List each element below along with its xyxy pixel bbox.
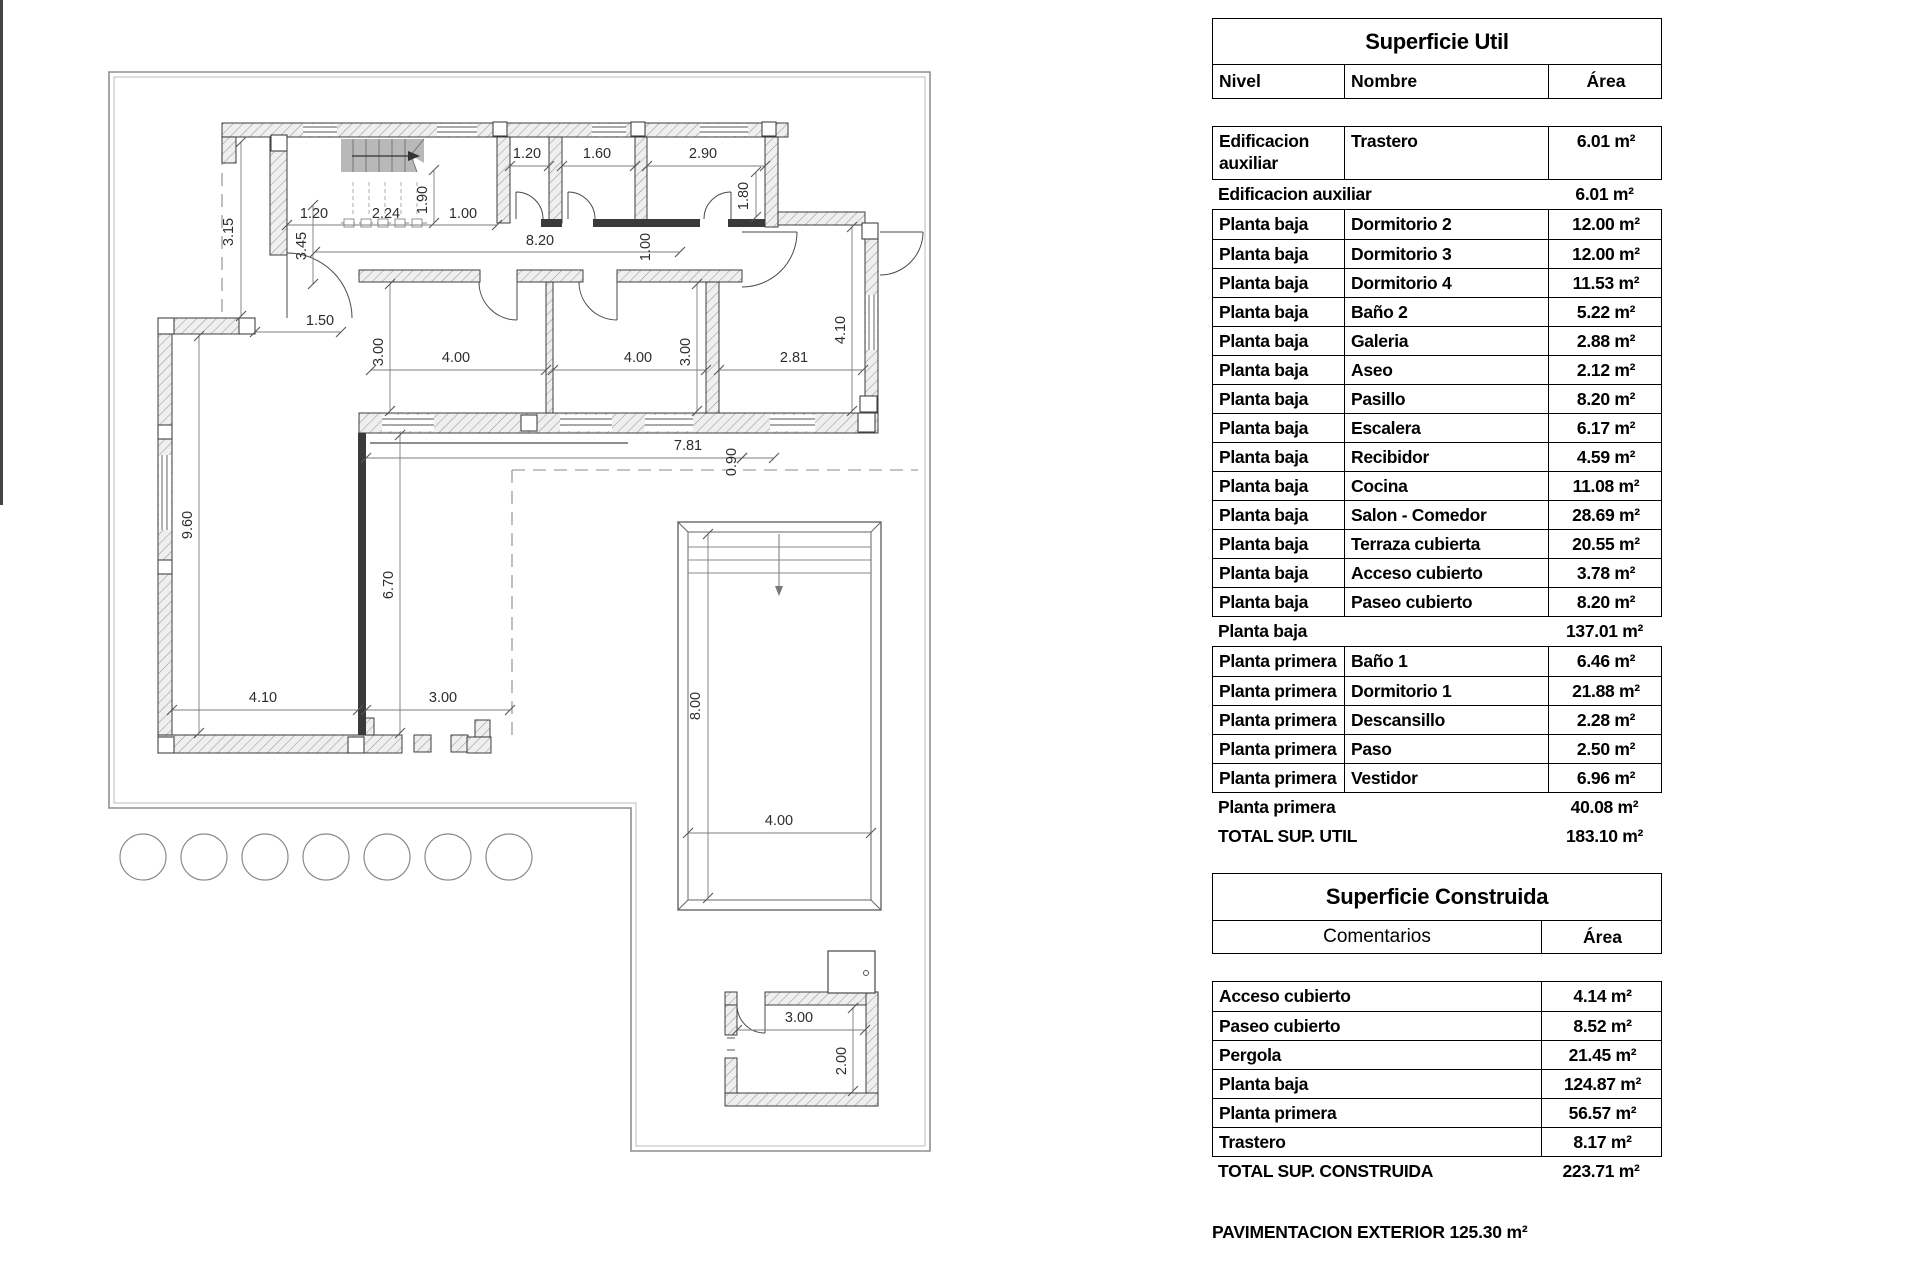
cell-nivel: Planta baja (1219, 417, 1309, 438)
cell-area: 124.87 m² (1541, 1070, 1663, 1098)
cell-area: 4.59 m² (1548, 443, 1663, 471)
cell-area: 2.28 m² (1548, 706, 1663, 734)
cell-nivel: Planta baja (1219, 359, 1309, 380)
table-section (1212, 126, 1662, 180)
cell-nombre: Dormitorio 4 (1344, 269, 1548, 297)
cell-nivel: Planta primera (1219, 767, 1337, 788)
cell-area: 3.78 m² (1548, 559, 1663, 587)
table-section (1212, 209, 1662, 617)
cell-area: 8.20 m² (1548, 588, 1663, 616)
cell-nivel: Planta primera (1219, 680, 1337, 701)
column-header-area: Área (1541, 921, 1663, 953)
cell-area: 21.45 m² (1541, 1041, 1663, 1069)
cell-area: 2.88 m² (1548, 327, 1663, 355)
table-row (1213, 1127, 1661, 1156)
total-label: TOTAL SUP. CONSTRUIDA (1218, 1161, 1434, 1181)
dimension-label: 2.81 (779, 350, 809, 366)
cell-nombre: Paseo cubierto (1344, 588, 1548, 616)
cell-area: 12.00 m² (1548, 240, 1663, 268)
table-header-row (1213, 920, 1661, 953)
page-edge-line (0, 0, 3, 505)
cell-nivel: Planta baja (1219, 533, 1309, 554)
cell-area: 56.57 m² (1541, 1099, 1663, 1127)
dimension-label: 3.00 (428, 690, 458, 706)
dimension-label: 8.00 (688, 691, 704, 721)
cell-area: 11.08 m² (1548, 472, 1663, 500)
subtotal-label: TOTAL SUP. UTIL (1218, 826, 1358, 846)
cell-nombre: Paso (1344, 735, 1548, 763)
cell-area: 28.69 m² (1548, 501, 1663, 529)
table-row (1213, 384, 1661, 413)
cell-nivel: Planta baja (1219, 243, 1309, 264)
cell-nivel: Planta baja (1219, 591, 1309, 612)
dimension-label: 4.10 (248, 690, 278, 706)
dimension-label: 1.20 (299, 206, 329, 222)
dimension-label: 3.00 (371, 337, 387, 367)
dimension-label: 3.00 (784, 1010, 814, 1026)
cell-comentarios: Acceso cubierto (1219, 986, 1351, 1006)
subtotal-label: Edificacion auxiliar (1218, 184, 1372, 204)
cell-nivel: Planta baja (1219, 272, 1309, 293)
table-section (1212, 646, 1662, 793)
table-row (1213, 763, 1661, 792)
superficie-construida-table (1212, 873, 1662, 1186)
dimension-label: 9.60 (180, 510, 196, 540)
cell-nombre: Aseo (1344, 356, 1548, 384)
column-header-nombre: Nombre (1344, 65, 1548, 98)
table-row (1213, 413, 1661, 442)
table-section (1212, 981, 1662, 1157)
cell-nombre: Pasillo (1344, 385, 1548, 413)
table-row (1213, 705, 1661, 734)
subtotal-label: Planta primera (1218, 797, 1336, 817)
table-row (1213, 442, 1661, 471)
cell-nivel: Planta baja (1219, 214, 1309, 234)
cell-area: 4.14 m² (1541, 982, 1663, 1011)
table-row (1213, 210, 1661, 239)
cell-nivel: Edificacion auxiliar (1219, 131, 1310, 173)
cell-nivel: Planta baja (1219, 446, 1309, 467)
table-row (1213, 982, 1661, 1011)
cell-area: 2.50 m² (1548, 735, 1663, 763)
dimension-label: 4.10 (833, 315, 849, 345)
cell-nivel: Planta primera (1219, 651, 1337, 671)
subtotal-row (1212, 793, 1662, 822)
cell-area: 12.00 m² (1548, 210, 1663, 239)
subtotal-area: 40.08 m² (1570, 797, 1639, 817)
cell-comentarios: Planta baja (1219, 1073, 1309, 1094)
table-row (1213, 647, 1661, 676)
dimension-label: 1.20 (512, 146, 542, 162)
table-row (1213, 1040, 1661, 1069)
dimension-label: 2.90 (688, 146, 718, 162)
cell-area: 6.96 m² (1548, 764, 1663, 792)
cell-area: 8.17 m² (1541, 1128, 1663, 1156)
table-row (1213, 239, 1661, 268)
table-row (1213, 1098, 1661, 1127)
cell-nombre: Baño 2 (1344, 298, 1548, 326)
cell-nivel: Planta baja (1219, 301, 1309, 322)
dimension-label: 7.81 (673, 438, 703, 454)
cell-nombre: Recibidor (1344, 443, 1548, 471)
dimension-label: 1.60 (582, 146, 612, 162)
cell-comentarios: Pergola (1219, 1044, 1282, 1065)
cell-nombre: Galeria (1344, 327, 1548, 355)
table-row (1213, 297, 1661, 326)
cell-area: 6.17 m² (1548, 414, 1663, 442)
dimension-label: 1.90 (415, 185, 431, 215)
table-row (1213, 500, 1661, 529)
table-title: Superficie Construida (1325, 884, 1549, 909)
cell-nombre: Terraza cubierta (1344, 530, 1548, 558)
subtotal-row (1212, 180, 1662, 209)
cell-area: 11.53 m² (1548, 269, 1663, 297)
cell-comentarios: Planta primera (1219, 1102, 1337, 1123)
cell-nombre: Acceso cubierto (1344, 559, 1548, 587)
table-title: Superficie Util (1365, 28, 1509, 54)
cell-nombre: Dormitorio 2 (1344, 210, 1548, 239)
cell-area: 8.20 m² (1548, 385, 1663, 413)
table-row (1213, 355, 1661, 384)
total-area: 223.71 m² (1562, 1161, 1640, 1181)
table-row (1213, 734, 1661, 763)
dimension-label: 3.00 (678, 337, 694, 367)
column-header-nivel: Nivel (1219, 71, 1261, 91)
subtotal-area: 6.01 m² (1575, 184, 1634, 204)
cell-nombre: Cocina (1344, 472, 1548, 500)
cell-nombre: Trastero (1344, 127, 1548, 179)
dimension-label: 8.20 (525, 233, 555, 249)
cell-nombre: Salon - Comedor (1344, 501, 1548, 529)
dimension-label: 1.50 (305, 313, 335, 329)
subtotal-area: 183.10 m² (1565, 826, 1644, 846)
table-row (1213, 127, 1661, 179)
trastero-equipment-box (828, 951, 875, 993)
dimension-label: 1.80 (736, 181, 752, 211)
table-header-row (1213, 64, 1661, 98)
cell-area: 6.46 m² (1548, 647, 1663, 676)
dimension-label: 2.24 (371, 206, 401, 222)
dimension-label: 4.00 (623, 350, 653, 366)
cell-area: 21.88 m² (1548, 677, 1663, 705)
cell-comentarios: Paseo cubierto (1219, 1015, 1341, 1036)
subtotal-row (1212, 617, 1662, 646)
dimension-label: 3.15 (221, 217, 237, 247)
table-row (1213, 326, 1661, 355)
table-row (1213, 268, 1661, 297)
dimension-label: 1.00 (448, 206, 478, 222)
total-row (1212, 1157, 1662, 1186)
dimension-label: 6.70 (381, 570, 397, 600)
cell-nivel: Planta primera (1219, 709, 1337, 730)
cell-area: 8.52 m² (1541, 1012, 1663, 1040)
cell-nombre: Baño 1 (1344, 647, 1548, 676)
table-row (1213, 587, 1661, 616)
table-row (1213, 558, 1661, 587)
cell-nombre: Dormitorio 1 (1344, 677, 1548, 705)
cell-area: 6.01 m² (1548, 127, 1663, 179)
subtotal-row (1212, 822, 1662, 851)
cell-nombre: Descansillo (1344, 706, 1548, 734)
cell-nombre: Vestidor (1344, 764, 1548, 792)
cell-nivel: Planta baja (1219, 388, 1309, 409)
cell-nivel: Planta baja (1219, 475, 1309, 496)
dimension-label: 0.90 (724, 447, 740, 477)
dimension-label: 4.00 (764, 813, 794, 829)
table-row (1213, 676, 1661, 705)
dimension-label: 2.00 (834, 1046, 850, 1076)
dimension-label: 4.00 (441, 350, 471, 366)
column-header-comentarios: Comentarios (1323, 926, 1431, 947)
exterior-paving-note: PAVIMENTACION EXTERIOR 125.30 m² (1212, 1222, 1528, 1242)
subtotal-label: Planta baja (1218, 621, 1308, 641)
subtotal-area: 137.01 m² (1565, 621, 1644, 641)
cell-area: 5.22 m² (1548, 298, 1663, 326)
column-header-area: Área (1548, 65, 1663, 98)
dimension-label: 1.00 (638, 232, 654, 262)
cell-nombre: Dormitorio 3 (1344, 240, 1548, 268)
cell-nivel: Planta baja (1219, 504, 1309, 525)
cell-area: 20.55 m² (1548, 530, 1663, 558)
table-row (1213, 1069, 1661, 1098)
cell-area: 2.12 m² (1548, 356, 1663, 384)
superficie-util-table (1212, 18, 1662, 851)
cell-nivel: Planta primera (1219, 738, 1337, 759)
cell-nivel: Planta baja (1219, 330, 1309, 351)
dimension-label: 3.45 (294, 231, 310, 261)
table-row (1213, 1011, 1661, 1040)
table-row (1213, 529, 1661, 558)
table-row (1213, 471, 1661, 500)
cell-comentarios: Trastero (1219, 1131, 1286, 1152)
trees (120, 834, 532, 880)
cell-nombre: Escalera (1344, 414, 1548, 442)
cell-nivel: Planta baja (1219, 562, 1309, 583)
